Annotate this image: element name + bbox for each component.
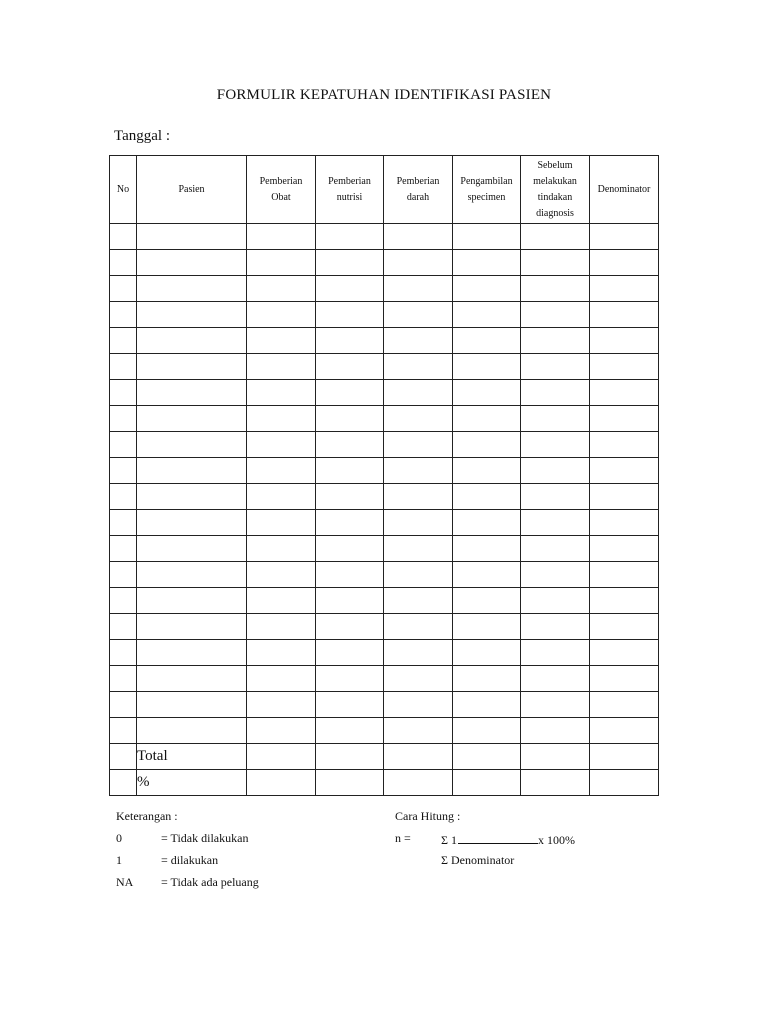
table-cell (453, 666, 521, 692)
table-cell (453, 640, 521, 666)
table-cell (316, 614, 384, 640)
header-sebelum-tindakan-line2: melakukan (533, 175, 577, 187)
table-cell (590, 354, 659, 380)
table-cell (137, 302, 247, 328)
table-row (110, 302, 659, 328)
table-cell (453, 614, 521, 640)
total-cell (384, 744, 453, 770)
header-pengambilan-specimen-line2: specimen (467, 191, 506, 203)
table-cell (247, 432, 316, 458)
total-cell (247, 744, 316, 770)
table-cell (247, 562, 316, 588)
table-row (110, 692, 659, 718)
table-cell (137, 692, 247, 718)
table-cell (590, 224, 659, 250)
table-cell (590, 458, 659, 484)
table-cell (453, 692, 521, 718)
table-cell (384, 458, 453, 484)
table-cell (453, 328, 521, 354)
table-cell (384, 692, 453, 718)
table-cell (384, 250, 453, 276)
table-cell (316, 328, 384, 354)
table-cell (453, 380, 521, 406)
calculation-numerator (441, 831, 575, 848)
table-cell (384, 432, 453, 458)
table-cell (247, 328, 316, 354)
table-cell (110, 484, 137, 510)
table-cell (247, 224, 316, 250)
table-cell (384, 718, 453, 744)
table-cell (590, 614, 659, 640)
header-pemberian-darah-line1: Pemberian (396, 175, 440, 187)
table-cell (316, 354, 384, 380)
table-cell (110, 380, 137, 406)
table-cell (110, 614, 137, 640)
table-cell (110, 510, 137, 536)
percent-cell (590, 770, 659, 796)
legend-meaning-1: = dilakukan (161, 853, 219, 867)
table-cell (316, 484, 384, 510)
header-pemberian-darah-line2: darah (406, 191, 430, 203)
table-cell (384, 406, 453, 432)
table-cell (316, 562, 384, 588)
table-cell (590, 718, 659, 744)
table-cell (521, 562, 590, 588)
table-cell (137, 224, 247, 250)
table-cell (247, 510, 316, 536)
table-cell (453, 510, 521, 536)
table-row (110, 458, 659, 484)
table-cell (590, 640, 659, 666)
table-cell (521, 510, 590, 536)
header-pemberian-nutrisi (316, 156, 384, 224)
table-cell (453, 588, 521, 614)
total-label: Total (137, 744, 247, 770)
header-pemberian-darah (384, 156, 453, 224)
table-cell (590, 536, 659, 562)
table-cell (453, 536, 521, 562)
table-cell (590, 692, 659, 718)
table-cell (137, 718, 247, 744)
table-cell (590, 588, 659, 614)
table-cell (316, 536, 384, 562)
multiplier-text: x 100% (537, 833, 575, 847)
table-cell (247, 536, 316, 562)
table-cell (316, 432, 384, 458)
table-cell (137, 380, 247, 406)
table-cell (137, 276, 247, 302)
table-cell (590, 380, 659, 406)
header-sebelum-tindakan-line1: Sebelum (537, 159, 573, 171)
table-cell (521, 250, 590, 276)
percent-row-no-cell (110, 770, 137, 796)
header-sebelum-tindakan-line4: diagnosis (536, 207, 574, 219)
calculation-n-label: n = (395, 831, 411, 845)
table-cell (521, 484, 590, 510)
table-cell (453, 562, 521, 588)
legend-meaning-0: = Tidak dilakukan (161, 831, 249, 845)
table-cell (453, 458, 521, 484)
table-cell (521, 588, 590, 614)
table-cell (590, 328, 659, 354)
table-cell (521, 224, 590, 250)
table-cell (247, 692, 316, 718)
header-row (110, 156, 659, 224)
table-row (110, 640, 659, 666)
numerator-text: Σ 1 (441, 833, 457, 847)
table-cell (521, 328, 590, 354)
total-row (110, 744, 659, 770)
table-cell (137, 250, 247, 276)
legend-code-0: 0 (116, 831, 122, 845)
calculation-denominator: Σ Denominator (441, 853, 515, 867)
table-cell (247, 250, 316, 276)
table-cell (247, 640, 316, 666)
table-cell (247, 276, 316, 302)
table-row (110, 354, 659, 380)
total-cell (453, 744, 521, 770)
table-cell (384, 614, 453, 640)
table-cell (590, 510, 659, 536)
table-cell (384, 666, 453, 692)
header-pemberian-nutrisi-line1: Pemberian (328, 175, 371, 187)
table-cell (316, 302, 384, 328)
table-cell (110, 692, 137, 718)
table-cell (521, 276, 590, 302)
table-cell (521, 406, 590, 432)
table-cell (521, 432, 590, 458)
table-cell (453, 250, 521, 276)
compliance-table (109, 155, 659, 796)
table-cell (590, 276, 659, 302)
table-cell (384, 302, 453, 328)
table-row (110, 484, 659, 510)
table-cell (521, 692, 590, 718)
total-cell (590, 744, 659, 770)
table-cell (521, 718, 590, 744)
table-cell (137, 614, 247, 640)
table-cell (110, 354, 137, 380)
table-cell (247, 718, 316, 744)
table-cell (110, 250, 137, 276)
table-cell (247, 484, 316, 510)
table-cell (110, 588, 137, 614)
table-cell (247, 302, 316, 328)
table-cell (110, 328, 137, 354)
table-cell (316, 250, 384, 276)
table-body (110, 224, 659, 796)
header-pengambilan-specimen (453, 156, 521, 224)
table-cell (384, 510, 453, 536)
table-row (110, 510, 659, 536)
table-cell (137, 536, 247, 562)
table-cell (247, 354, 316, 380)
table-cell (316, 380, 384, 406)
calculation-heading: Cara Hitung : (395, 809, 461, 823)
table-cell (137, 666, 247, 692)
table-cell (453, 354, 521, 380)
total-cell (521, 744, 590, 770)
table-cell (453, 302, 521, 328)
table-cell (110, 718, 137, 744)
table-cell (521, 666, 590, 692)
table-row (110, 562, 659, 588)
table-cell (316, 510, 384, 536)
table-cell (521, 640, 590, 666)
table-cell (110, 302, 137, 328)
table-cell (384, 354, 453, 380)
table-cell (316, 276, 384, 302)
legend-meaning-na: = Tidak ada peluang (161, 875, 259, 889)
table-row (110, 276, 659, 302)
table-cell (384, 536, 453, 562)
table-cell (137, 406, 247, 432)
table-cell (137, 432, 247, 458)
table-cell (453, 224, 521, 250)
fraction-line (458, 831, 538, 844)
header-no: No (110, 156, 137, 224)
table-cell (137, 510, 247, 536)
percent-cell (521, 770, 590, 796)
table-cell (316, 224, 384, 250)
table-cell (316, 718, 384, 744)
table-cell (316, 458, 384, 484)
header-denominator: Denominator (590, 156, 659, 224)
table-cell (137, 562, 247, 588)
table-cell (316, 666, 384, 692)
table-cell (453, 718, 521, 744)
table-row (110, 380, 659, 406)
table-row (110, 536, 659, 562)
table-row (110, 718, 659, 744)
total-cell (316, 744, 384, 770)
table-cell (521, 614, 590, 640)
table-cell (247, 406, 316, 432)
table-row (110, 406, 659, 432)
header-pemberian-obat (247, 156, 316, 224)
table-row (110, 224, 659, 250)
table-cell (521, 354, 590, 380)
table-cell (384, 224, 453, 250)
table-row (110, 432, 659, 458)
table-cell (110, 640, 137, 666)
table-cell (590, 302, 659, 328)
table-cell (453, 484, 521, 510)
header-sebelum-tindakan-line3: tindakan (537, 191, 573, 203)
table-cell (110, 536, 137, 562)
table-row (110, 614, 659, 640)
table-cell (521, 458, 590, 484)
percent-cell (384, 770, 453, 796)
table-cell (247, 380, 316, 406)
table-cell (110, 406, 137, 432)
date-label: Tanggal : (114, 128, 171, 144)
table-cell (590, 484, 659, 510)
table-cell (137, 458, 247, 484)
table-cell (590, 666, 659, 692)
table-row (110, 250, 659, 276)
header-pasien: Pasien (137, 156, 247, 224)
table-cell (137, 640, 247, 666)
table-cell (247, 614, 316, 640)
table-cell (137, 588, 247, 614)
table-row (110, 666, 659, 692)
table-cell (590, 562, 659, 588)
table-cell (110, 666, 137, 692)
table-cell (110, 432, 137, 458)
percent-cell (316, 770, 384, 796)
form-title: FORMULIR KEPATUHAN IDENTIFIKASI PASIEN (216, 87, 552, 103)
header-pemberian-nutrisi-line2: nutrisi (336, 191, 363, 203)
header-pemberian-obat-line2: Obat (271, 191, 291, 203)
table-cell (247, 666, 316, 692)
table-cell (316, 692, 384, 718)
table-cell (384, 328, 453, 354)
percent-cell (247, 770, 316, 796)
table-cell (247, 588, 316, 614)
percent-row (110, 770, 659, 796)
table-cell (384, 562, 453, 588)
table-cell (110, 562, 137, 588)
table-cell (110, 458, 137, 484)
table-cell (384, 640, 453, 666)
table-cell (316, 588, 384, 614)
table-cell (590, 432, 659, 458)
table-cell (453, 276, 521, 302)
table-cell (384, 484, 453, 510)
percent-cell (453, 770, 521, 796)
table-row (110, 328, 659, 354)
table-cell (384, 276, 453, 302)
percent-label: % (137, 770, 247, 796)
table-cell (521, 380, 590, 406)
header-pengambilan-specimen-line1: Pengambilan (460, 175, 513, 187)
legend-code-na: NA (116, 875, 134, 889)
table-cell (137, 328, 247, 354)
header-pemberian-obat-line1: Pemberian (259, 175, 303, 187)
table-cell (316, 406, 384, 432)
table-cell (316, 640, 384, 666)
table-cell (384, 380, 453, 406)
legend-heading: Keterangan : (116, 809, 178, 823)
table-cell (453, 406, 521, 432)
table-cell (453, 432, 521, 458)
table-cell (384, 588, 453, 614)
table-cell (521, 302, 590, 328)
table-cell (137, 484, 247, 510)
table-cell (590, 406, 659, 432)
table-row (110, 588, 659, 614)
table-cell (247, 458, 316, 484)
table-cell (137, 354, 247, 380)
table-cell (590, 250, 659, 276)
total-row-no-cell (110, 744, 137, 770)
table-cell (110, 276, 137, 302)
table-cell (521, 536, 590, 562)
table-cell (110, 224, 137, 250)
legend-code-1: 1 (116, 853, 122, 867)
header-sebelum-tindakan (521, 156, 590, 224)
